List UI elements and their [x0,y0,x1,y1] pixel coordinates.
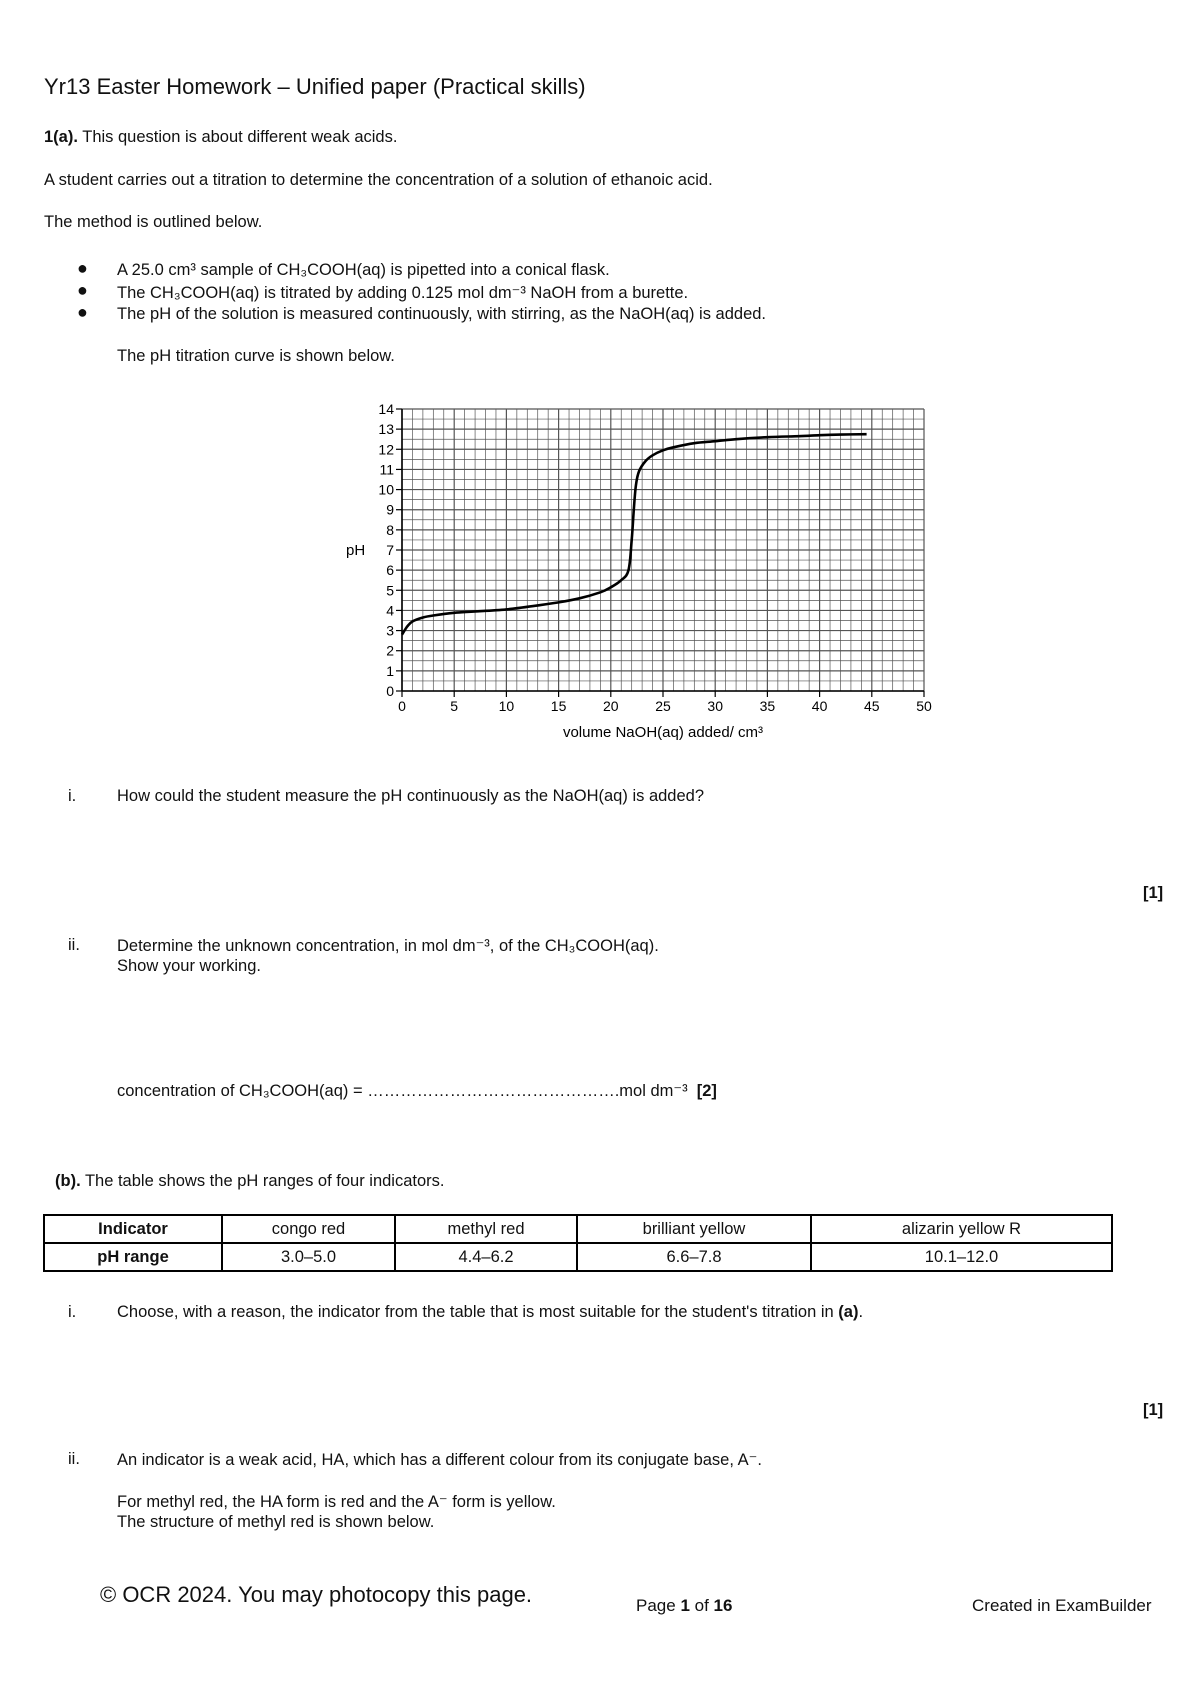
subquestion-number: i. [68,1303,77,1321]
question-number: 1(a). [44,128,78,146]
titration-curve-chart [330,395,950,755]
x-tick-label: 50 [916,698,932,714]
page-mid: of [689,1596,714,1615]
y-tick-label: 8 [386,521,394,538]
question-1b-intro [55,1172,444,1191]
x-tick-label: 35 [759,698,776,714]
question-intro-text: This question is about different weak acids. [82,128,398,146]
marks-label: [1] [1143,1401,1164,1419]
table-header-cell: Indicator [44,1215,222,1243]
subquestion-text: Show your working. [117,957,261,975]
subquestion-text: The structure of methyl red is shown below. [117,1513,435,1531]
y-tick-label: 6 [386,562,394,579]
footer-copyright: © OCR 2024. You may photocopy this page. [100,1582,533,1607]
paragraph-method: The method is outlined below. [44,213,263,231]
table-header-cell: pH range [44,1243,222,1271]
y-tick-label: 14 [378,401,394,417]
y-tick-label: 0 [386,683,394,699]
bullet-dot: ● [77,258,88,278]
table-cell: methyl red [395,1215,577,1243]
table-row [44,1243,1112,1271]
subquestion-text: An indicator is a weak acid, HA, which has a different colour from its conjugate base, A⁻. [117,1451,762,1469]
titration-curve-line [402,434,867,634]
x-tick-label: 40 [811,698,828,714]
subquestion-number: ii. [68,1450,80,1468]
marks-label: [1] [1143,884,1164,902]
page-prefix: Page [636,1596,681,1615]
y-tick-label: 5 [386,582,394,599]
table-cell: alizarin yellow R [811,1215,1112,1243]
chart-ticks [378,401,932,714]
page-current: 1 [680,1596,690,1615]
x-tick-label: 5 [450,698,459,714]
subquestion-text-line [117,1303,863,1322]
y-tick-label: 12 [378,441,394,458]
subquestion-number: i. [68,787,77,805]
table-cell: congo red [222,1215,395,1243]
sentence-end: . [858,1303,864,1321]
x-tick-label: 20 [603,698,619,714]
y-tick-label: 4 [386,602,394,619]
bullet-dot: ● [77,280,88,300]
subquestion-text: For methyl red, the HA form is red and the A⁻ form is yellow. [117,1493,556,1511]
y-tick-label: 2 [386,642,394,659]
y-tick-label: 3 [386,622,394,639]
part-reference: (a) [838,1303,859,1321]
x-tick-label: 45 [864,698,880,714]
x-tick-label: 25 [655,698,671,714]
table-cell: 4.4–6.2 [395,1243,577,1271]
footer-page-number [636,1596,732,1616]
answer-line [117,1081,717,1101]
table-cell: 6.6–7.8 [577,1243,811,1271]
y-tick-label: 7 [386,542,394,558]
x-tick-label: 10 [498,698,515,714]
x-axis-label: volume NaOH(aq) added/ cm³ [562,724,764,741]
table-cell: 3.0–5.0 [222,1243,395,1271]
table-row [44,1215,1112,1243]
answer-line-text: concentration of CH₃COOH(aq) = ……………………………………….mol dm⁻³ [117,1082,688,1100]
indicator-table [43,1214,1113,1272]
y-axis-label: pH [346,542,366,559]
y-tick-label: 10 [378,481,394,498]
paragraph-titration: A student carries out a titration to determine the concentration of a solution of ethanoic acid. [44,171,713,189]
subquestion-number: ii. [68,936,80,954]
method-bullet: A 25.0 cm³ sample of CH₃COOH(aq) is pipetted into a conical flask. [117,261,610,279]
x-tick-label: 0 [398,698,406,714]
subquestion-text: How could the student measure the pH continuously as the NaOH(aq) is added? [117,787,704,805]
table-cell: 10.1–12.0 [811,1243,1112,1271]
curve-intro: The pH titration curve is shown below. [117,347,395,365]
table-cell: brilliant yellow [577,1215,811,1243]
question-1a-intro [44,128,397,147]
method-bullet: The pH of the solution is measured continuously, with stirring, as the NaOH(aq) is added. [117,305,767,323]
y-tick-label: 9 [386,501,394,518]
bullet-dot: ● [77,302,88,322]
x-tick-label: 30 [707,698,723,714]
x-tick-label: 15 [550,698,567,714]
question-intro-text: The table shows the pH ranges of four indicators. [84,1172,445,1190]
subquestion-text: Choose, with a reason, the indicator from the table that is most suitable for the student's titration in [117,1303,834,1321]
method-bullet: The CH₃COOH(aq) is titrated by adding 0.125 mol dm⁻³ NaOH from a burette. [117,284,689,302]
page-title: Yr13 Easter Homework – Unified paper (Practical skills) [44,74,586,99]
y-tick-label: 1 [386,662,394,679]
footer-created: Created in ExamBuilder [972,1596,1152,1615]
subquestion-text: Determine the unknown concentration, in mol dm⁻³, of the CH₃COOH(aq). [117,937,659,955]
y-tick-label: 11 [379,461,394,478]
page-total: 16 [713,1596,733,1615]
question-number: (b). [55,1172,81,1190]
marks-label: [2] [696,1082,717,1100]
y-tick-label: 13 [378,421,394,438]
